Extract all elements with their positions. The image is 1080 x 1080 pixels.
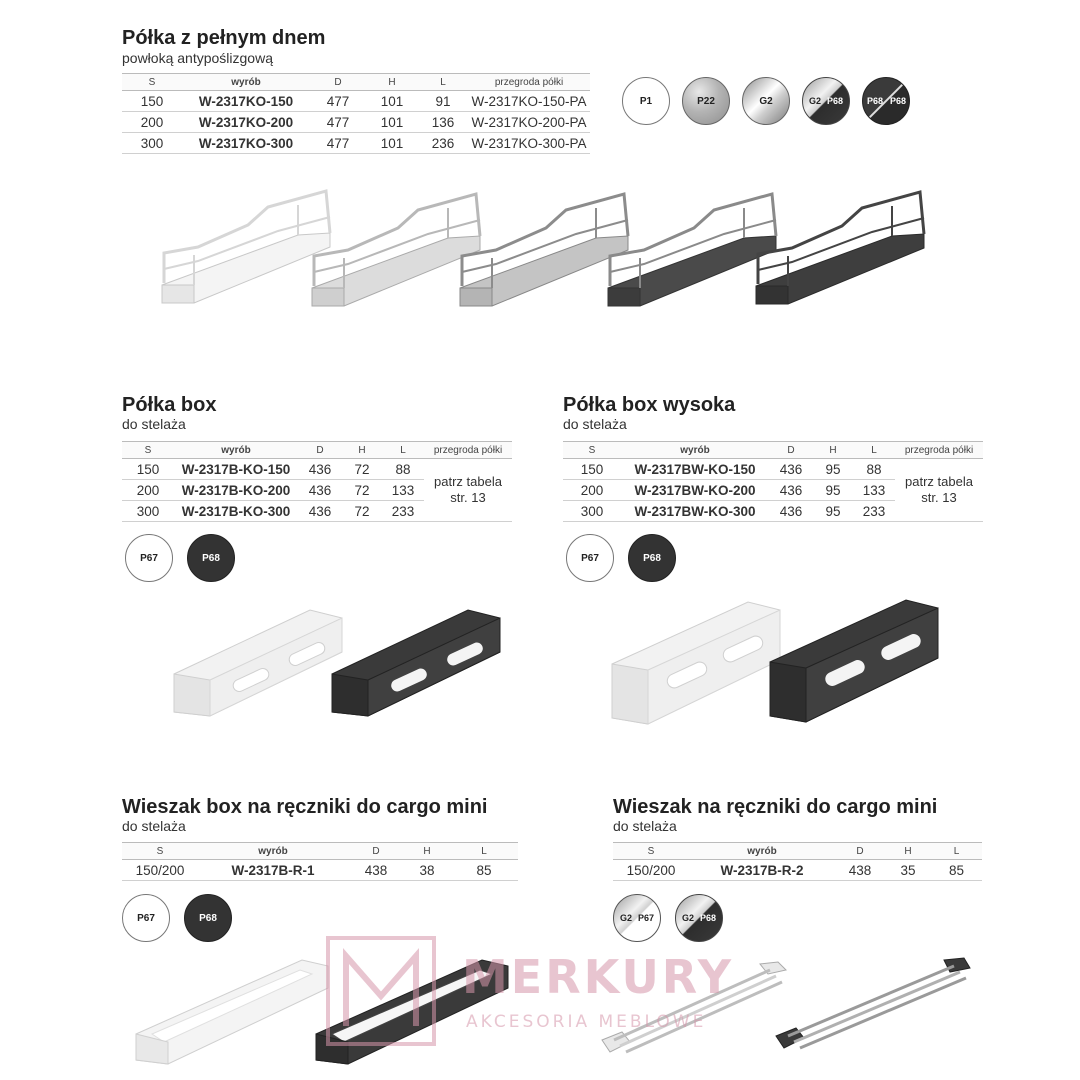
- table-row: 200 W-2317BW-KO-200 436 95 133: [563, 480, 983, 501]
- table-header-row: S wyrób D H L: [613, 843, 982, 860]
- col-d: D: [310, 74, 366, 91]
- section-3-title: Półka box wysoka: [563, 394, 736, 416]
- section-1-spec-table: [122, 73, 590, 154]
- table-row: 150/200 W-2317B-R-2 438 35 85: [613, 860, 982, 881]
- tall-box-shelf-image-light: [608, 598, 788, 728]
- table-row: 150 W-2317B-KO-150 436 72 88 patrz tabela str. 13: [122, 459, 512, 480]
- watermark-tagline: AKCESORIA MEBLOWE: [466, 1012, 707, 1032]
- finish-swatch-p68: P68: [187, 534, 235, 582]
- finish-swatch-p1: P1: [622, 77, 670, 125]
- col-h: H: [366, 74, 418, 91]
- section-5-spec-table: [613, 842, 982, 881]
- col-l: L: [418, 74, 468, 91]
- table-row: 300 W-2317B-KO-300 436 72 233: [122, 501, 512, 522]
- finish-swatch-g2-p68: G2 P68: [675, 894, 723, 942]
- box-shelf-image-light: [170, 604, 350, 724]
- section-4-title: Wieszak box na ręczniki do cargo mini: [122, 796, 488, 818]
- finish-swatch-g2-p68: G2 P68: [802, 77, 850, 125]
- finish-swatch-p68: P68: [628, 534, 676, 582]
- divider-note: patrz tabela str. 13: [424, 459, 512, 522]
- finish-swatch-g2-p67: G2 P67: [613, 894, 661, 942]
- towel-rack-image-dark: [774, 958, 974, 1068]
- col-s: S: [122, 74, 182, 91]
- finish-swatch-p67: P67: [125, 534, 173, 582]
- table-row: 300 W-2317KO-300 477 101 236 W-2317KO-300-PA: [122, 133, 590, 154]
- watermark-brand: MERKURY: [462, 950, 735, 1004]
- section-4-spec-table: [122, 842, 518, 881]
- finish-swatch-p22: P22: [682, 77, 730, 125]
- section-2-title: Półka box: [122, 394, 217, 416]
- section-4-subtitle: do stelaża: [122, 818, 186, 834]
- table-row: 200 W-2317KO-200 477 101 136 W-2317KO-200-PA: [122, 112, 590, 133]
- finish-swatch-p68: P68: [184, 894, 232, 942]
- table-row: 300 W-2317BW-KO-300 436 95 233: [563, 501, 983, 522]
- section-2-spec-table: [122, 441, 512, 522]
- section-2-subtitle: do stelaża: [122, 416, 186, 432]
- table-row: 200 W-2317B-KO-200 436 72 133: [122, 480, 512, 501]
- shelf-image-p68: [752, 186, 932, 326]
- section-3-spec-table: [563, 441, 983, 522]
- table-header-row: S wyrób D H L przegroda półki: [563, 442, 983, 459]
- box-shelf-image-dark: [328, 604, 508, 724]
- section-3-subtitle: do stelaża: [563, 416, 627, 432]
- col-product: wyrób: [182, 74, 310, 91]
- section-5-subtitle: do stelaża: [613, 818, 677, 834]
- finish-swatch-g2: G2: [742, 77, 790, 125]
- col-divider: przegroda półki: [468, 74, 590, 91]
- section-1-subtitle: powłoką antypoślizgową: [122, 50, 273, 66]
- towel-rack-box-image-light: [132, 960, 332, 1080]
- finish-swatch-p68-p68: P68 P68: [862, 77, 910, 125]
- table-header-row: S wyrób D H L przegroda półki: [122, 442, 512, 459]
- finish-swatch-p67: P67: [122, 894, 170, 942]
- table-row: 150/200 W-2317B-R-1 438 38 85: [122, 860, 518, 881]
- table-header-row: S wyrób D H L: [122, 843, 518, 860]
- section-5-title: Wieszak na ręczniki do cargo mini: [613, 796, 938, 818]
- table-row: 150 W-2317BW-KO-150 436 95 88 patrz tabela str. 13: [563, 459, 983, 480]
- table-header-row: [122, 74, 590, 91]
- finish-swatch-p67: P67: [566, 534, 614, 582]
- divider-note: patrz tabela str. 13: [895, 459, 983, 522]
- section-1-title: Półka z pełnym dnem: [122, 27, 326, 49]
- tall-box-shelf-image-dark: [766, 596, 946, 726]
- merkury-logo-icon: [326, 936, 436, 1046]
- table-row: 150 W-2317KO-150 477 101 91 W-2317KO-150-PA: [122, 91, 590, 112]
